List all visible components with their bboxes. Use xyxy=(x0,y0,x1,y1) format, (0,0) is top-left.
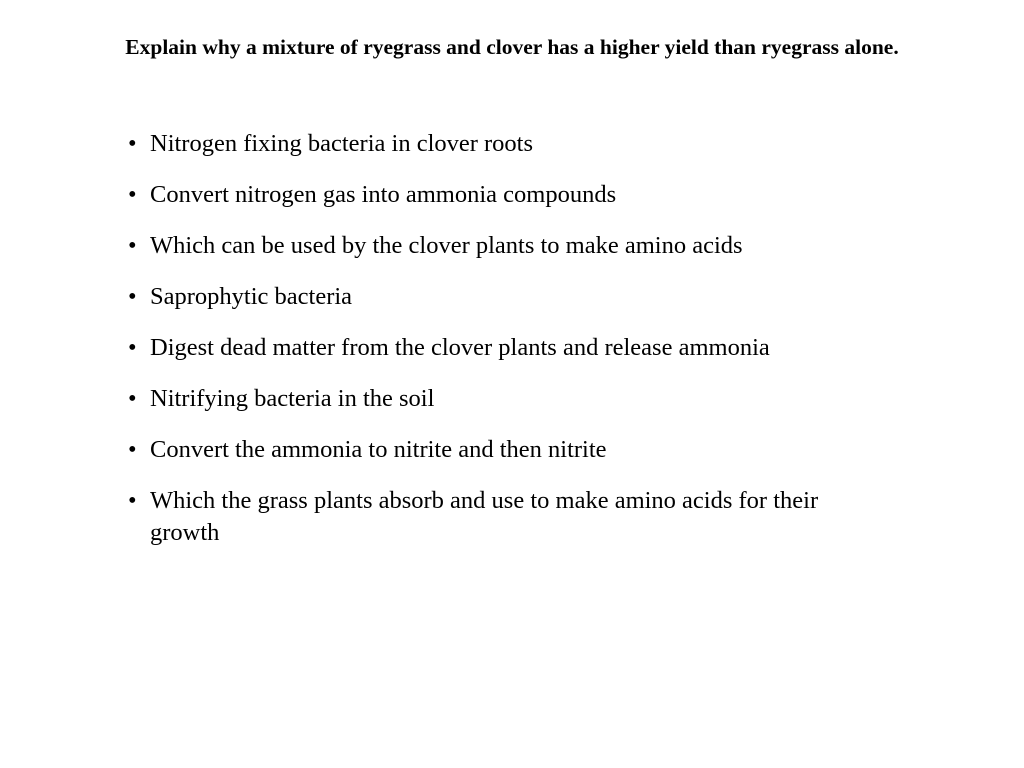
bullet-text: Nitrogen fixing bacteria in clover roots xyxy=(150,130,534,157)
bullet-dot-icon: • xyxy=(128,487,137,514)
bullet-item xyxy=(126,383,886,415)
bullet-dot-icon: • xyxy=(128,334,137,361)
bullet-text: Which the grass plants absorb and use to make amino acids for their growth xyxy=(150,487,819,546)
bullet-text: Digest dead matter from the clover plants and release ammonia xyxy=(150,334,770,361)
bullet-text: Which can be used by the clover plants to make amino acids xyxy=(150,232,743,259)
bullet-item xyxy=(126,281,886,313)
slide-title: Explain why a mixture of ryegrass and clover has a higher yield than ryegrass alone. xyxy=(125,35,899,59)
bullet-dot-icon: • xyxy=(128,181,137,208)
bullet-text: Saprophytic bacteria xyxy=(150,283,353,310)
bullet-text: Nitrifying bacteria in the soil xyxy=(150,385,435,412)
bullet-item xyxy=(126,332,886,364)
bullet-dot-icon: • xyxy=(128,436,137,463)
bullet-item xyxy=(126,485,886,549)
bullet-list xyxy=(126,128,886,568)
bullet-dot-icon: • xyxy=(128,232,137,259)
bullet-item xyxy=(126,179,886,211)
bullet-dot-icon: • xyxy=(128,385,137,412)
bullet-item xyxy=(126,230,886,262)
bullet-text: Convert nitrogen gas into ammonia compounds xyxy=(150,181,617,208)
bullet-text: Convert the ammonia to nitrite and then nitrite xyxy=(150,436,607,463)
bullet-dot-icon: • xyxy=(128,130,137,157)
bullet-dot-icon: • xyxy=(128,283,137,310)
bullet-item xyxy=(126,434,886,466)
bullet-item xyxy=(126,128,886,160)
